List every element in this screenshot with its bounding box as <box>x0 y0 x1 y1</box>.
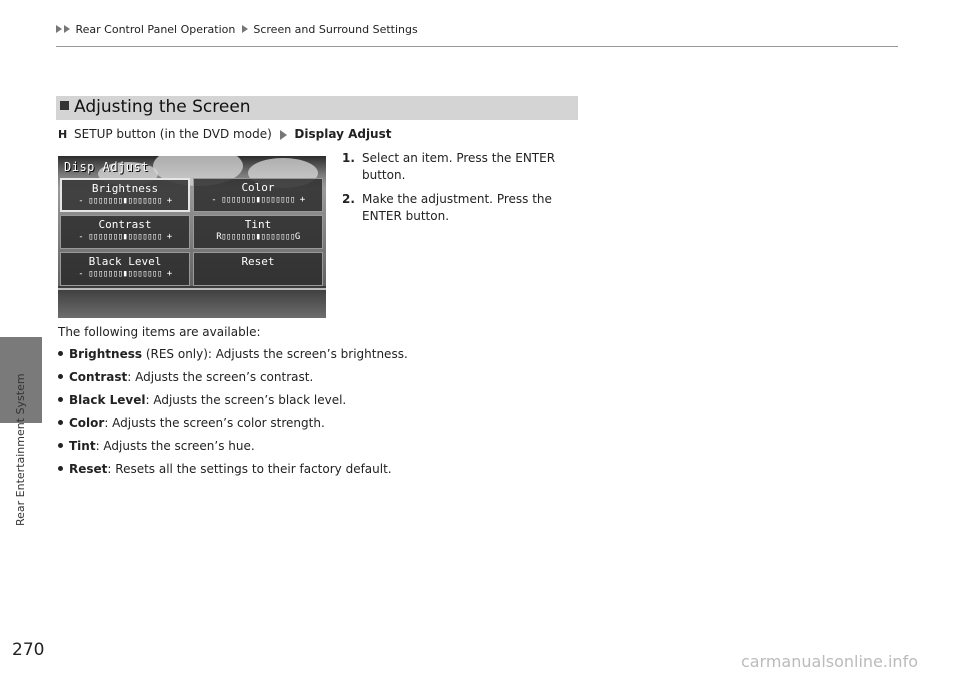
bullet-icon <box>58 397 63 402</box>
watermark: carmanualsonline.info <box>740 652 918 671</box>
hotkey-icon: H <box>58 128 68 141</box>
bullet-icon <box>58 351 63 356</box>
breadcrumb-item[interactable]: Rear Control Panel Operation <box>75 22 236 36</box>
color-option[interactable]: Color - ▯▯▯▯▯▯▯▮▯▯▯▯▯▯▯ + <box>193 178 323 212</box>
bullet-icon <box>58 420 63 425</box>
page-number: 270 <box>12 640 45 660</box>
square-bullet-icon <box>60 101 69 110</box>
breadcrumb-arrow-icon <box>242 25 248 33</box>
breadcrumb-arrow-icon <box>64 25 70 33</box>
list-item: Tint: Adjusts the screen’s hue. <box>58 439 408 462</box>
list-item: Brightness (RES only): Adjusts the screen’s brightness. <box>58 347 408 370</box>
breadcrumb-item[interactable]: Screen and Surround Settings <box>253 22 418 36</box>
header-divider <box>56 46 898 47</box>
breadcrumb <box>56 22 421 36</box>
items-intro: The following items are available: <box>58 325 261 339</box>
instruction-steps <box>342 150 572 232</box>
black-level-option[interactable]: Black Level - ▯▯▯▯▯▯▯▮▯▯▯▯▯▯▯ + <box>60 252 190 286</box>
menu-path <box>58 127 391 141</box>
path-arrow-icon <box>280 130 287 140</box>
brightness-level-bar: - ▯▯▯▯▯▯▯▮▯▯▯▯▯▯▯ + <box>78 196 172 206</box>
section-title: Adjusting the Screen <box>60 97 251 117</box>
breadcrumb-arrow-icon <box>56 25 62 33</box>
tint-level-bar: R▯▯▯▯▯▯▯▮▯▯▯▯▯▯▯G <box>216 232 300 242</box>
screen-ground <box>58 286 326 318</box>
black-level-bar: - ▯▯▯▯▯▯▯▮▯▯▯▯▯▯▯ + <box>78 269 172 279</box>
bullet-icon <box>58 443 63 448</box>
color-level-bar: - ▯▯▯▯▯▯▯▮▯▯▯▯▯▯▯ + <box>211 195 305 205</box>
bullet-icon <box>58 374 63 379</box>
list-item: Color: Adjusts the screen’s color strength. <box>58 416 408 439</box>
contrast-option[interactable]: Contrast - ▯▯▯▯▯▯▯▮▯▯▯▯▯▯▯ + <box>60 215 190 249</box>
menu-path-text: SETUP button (in the DVD mode) <box>74 127 272 141</box>
display-adjust-screenshot <box>58 156 326 318</box>
list-item: Reset: Resets all the settings to their factory default. <box>58 462 408 485</box>
items-list <box>58 347 408 485</box>
step-item: 2. Make the adjustment. Press the ENTER button. <box>342 192 552 223</box>
list-item: Black Level: Adjusts the screen’s black level. <box>58 393 408 416</box>
list-item: Contrast: Adjusts the screen’s contrast. <box>58 370 408 393</box>
contrast-level-bar: - ▯▯▯▯▯▯▯▮▯▯▯▯▯▯▯ + <box>78 232 172 242</box>
reset-option[interactable]: Reset <box>193 252 323 286</box>
brightness-option[interactable]: Brightness - ▯▯▯▯▯▯▯▮▯▯▯▯▯▯▯ + <box>60 178 190 212</box>
screen-horizon <box>58 288 326 290</box>
tint-option[interactable]: Tint R▯▯▯▯▯▯▯▮▯▯▯▯▯▯▯G <box>193 215 323 249</box>
bullet-icon <box>58 466 63 471</box>
menu-path-destination: Display Adjust <box>294 127 392 141</box>
screen-title: Disp Adjust <box>64 160 149 174</box>
step-item: 1. Select an item. Press the ENTER button. <box>342 151 556 182</box>
